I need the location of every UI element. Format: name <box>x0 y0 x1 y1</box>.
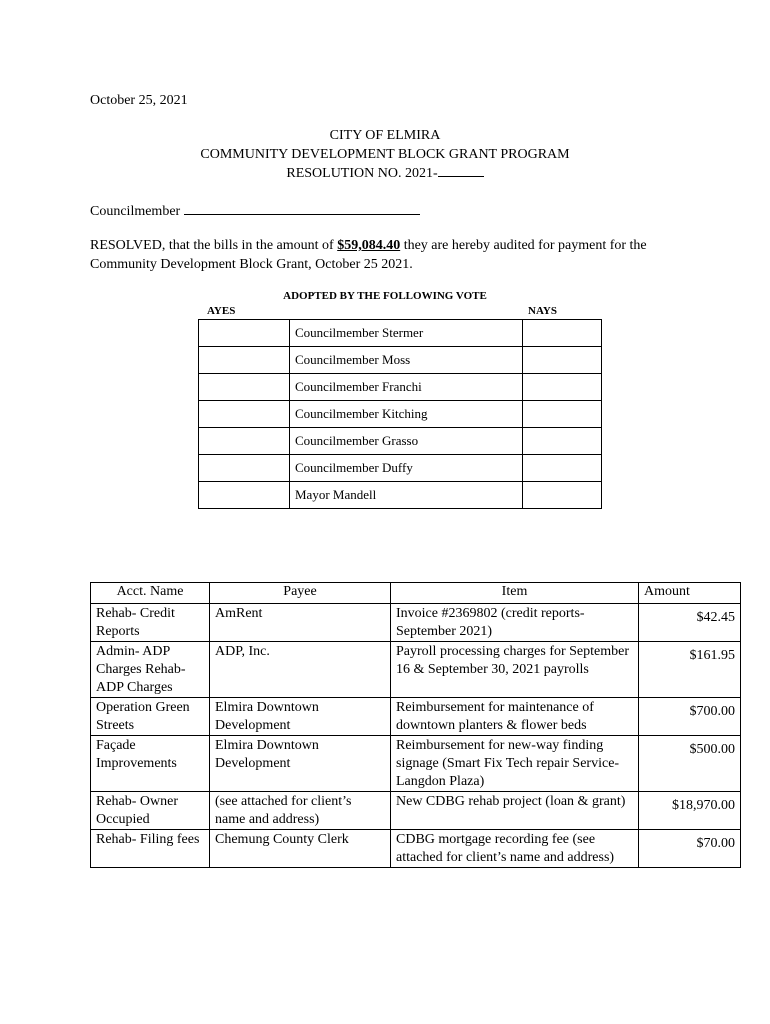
councilmember-line <box>90 201 420 220</box>
nays-cell <box>523 374 602 401</box>
item-header: Item <box>391 583 639 604</box>
payee-cell: Chemung County Clerk <box>210 830 391 868</box>
member-name: Councilmember Duffy <box>290 455 523 482</box>
ayes-label: AYES <box>207 305 236 317</box>
ayes-cell <box>199 428 290 455</box>
nays-cell <box>523 401 602 428</box>
resolution-prefix: RESOLVED, that the bills in the amount of <box>90 238 338 253</box>
acct-name-cell: Admin- ADP Charges Rehab- ADP Charges <box>91 642 210 698</box>
table-row <box>91 642 741 698</box>
payee-cell: Elmira Downtown Development <box>210 698 391 736</box>
program-title: COMMUNITY DEVELOPMENT BLOCK GRANT PROGRAM <box>200 147 570 162</box>
document-date: October 25, 2021 <box>90 93 188 108</box>
vote-row <box>199 347 602 374</box>
nays-label: NAYS <box>528 305 557 317</box>
table-row <box>91 604 741 642</box>
nays-cell <box>523 482 602 509</box>
councilmember-blank <box>184 201 420 215</box>
amount-cell: $70.00 <box>639 830 741 868</box>
councilmember-label: Councilmember <box>90 204 181 219</box>
item-cell: Reimbursement for new-way finding signage (Smart Fix Tech repair Service- Langdon Plaza) <box>391 736 639 792</box>
resolution-amount: $59,084.40 <box>337 238 401 253</box>
member-name: Councilmember Grasso <box>290 428 523 455</box>
vote-row <box>199 374 602 401</box>
member-name: Councilmember Moss <box>290 347 523 374</box>
amount-cell: $18,970.00 <box>639 792 741 830</box>
member-name: Councilmember Kitching <box>290 401 523 428</box>
nays-cell <box>523 347 602 374</box>
amount-header: Amount <box>639 583 741 604</box>
bills-table <box>90 582 741 868</box>
ayes-cell <box>199 374 290 401</box>
ayes-cell <box>199 320 290 347</box>
payee-header: Payee <box>210 583 391 604</box>
vote-table <box>198 319 602 509</box>
vote-row <box>199 320 602 347</box>
acct-name-cell: Rehab- Credit Reports <box>91 604 210 642</box>
payee-cell: AmRent <box>210 604 391 642</box>
amount-cell: $500.00 <box>639 736 741 792</box>
member-name: Mayor Mandell <box>290 482 523 509</box>
payee-cell: Elmira Downtown Development <box>210 736 391 792</box>
vote-row <box>199 428 602 455</box>
vote-heading: ADOPTED BY THE FOLLOWING VOTE <box>283 290 487 302</box>
item-cell: Invoice #2369802 (credit reports- September 2021) <box>391 604 639 642</box>
item-cell: Payroll processing charges for September 16 & September 30, 2021 payrolls <box>391 642 639 698</box>
item-cell: Reimbursement for maintenance of downtown planters & flower beds <box>391 698 639 736</box>
acct-name-header: Acct. Name <box>91 583 210 604</box>
ayes-cell <box>199 482 290 509</box>
nays-cell <box>523 428 602 455</box>
acct-name-cell: Rehab- Owner Occupied <box>91 792 210 830</box>
nays-cell <box>523 455 602 482</box>
payee-cell: (see attached for client’s name and address) <box>210 792 391 830</box>
bills-header-row <box>91 583 741 604</box>
city-title: CITY OF ELMIRA <box>329 128 441 143</box>
ayes-cell <box>199 401 290 428</box>
table-row <box>91 792 741 830</box>
ayes-cell <box>199 347 290 374</box>
resolution-number-label: RESOLUTION NO. 2021- <box>286 166 438 181</box>
resolution-text <box>90 236 690 274</box>
ayes-cell <box>199 455 290 482</box>
member-name: Councilmember Stermer <box>290 320 523 347</box>
vote-row <box>199 482 602 509</box>
member-name: Councilmember Franchi <box>290 374 523 401</box>
acct-name-cell: Operation Green Streets <box>91 698 210 736</box>
payee-cell: ADP, Inc. <box>210 642 391 698</box>
vote-row <box>199 401 602 428</box>
table-row <box>91 830 741 868</box>
amount-cell: $161.95 <box>639 642 741 698</box>
nays-cell <box>523 320 602 347</box>
amount-cell: $42.45 <box>639 604 741 642</box>
acct-name-cell: Façade Improvements <box>91 736 210 792</box>
table-row <box>91 736 741 792</box>
acct-name-cell: Rehab- Filing fees <box>91 830 210 868</box>
table-row <box>91 698 741 736</box>
item-cell: New CDBG rehab project (loan & grant) <box>391 792 639 830</box>
amount-cell: $700.00 <box>639 698 741 736</box>
resolution-number-blank <box>438 165 484 177</box>
vote-row <box>199 455 602 482</box>
resolution-number <box>0 165 770 182</box>
resolution-suffix: they are hereby audited for payment for the Community Development Block Grant, October 25 2021. <box>90 238 647 272</box>
item-cell: CDBG mortgage recording fee (see attached for client’s name and address) <box>391 830 639 868</box>
